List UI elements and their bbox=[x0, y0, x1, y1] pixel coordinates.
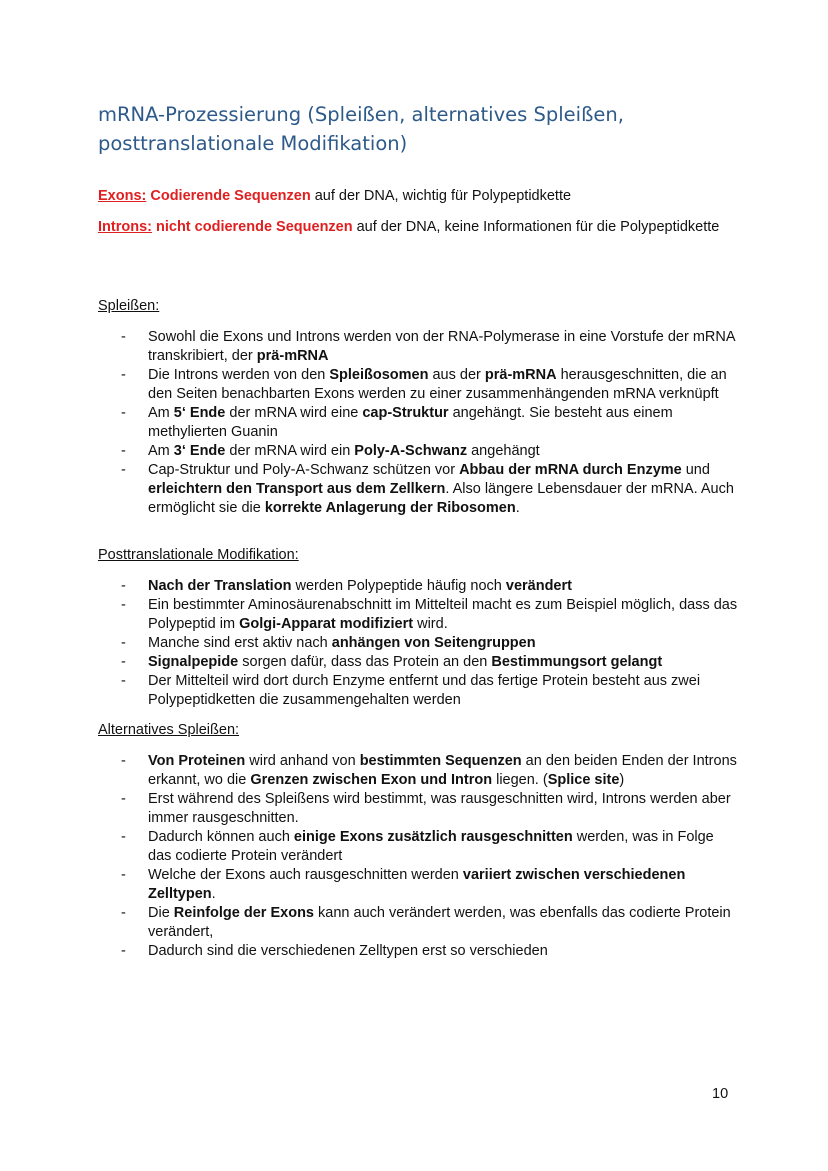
bullet-dash: - bbox=[121, 753, 126, 769]
bold-text: bestimmten Sequenzen bbox=[359, 753, 522, 769]
list-item bbox=[98, 596, 738, 634]
bold-text: 3‘ Ende bbox=[173, 443, 226, 459]
bold-text: anhängen von Seitengruppen bbox=[331, 635, 536, 651]
bullet-dash: - bbox=[121, 673, 126, 689]
section-list-posttranslationale-modifikation bbox=[98, 577, 738, 710]
exons-label: Exons: bbox=[98, 188, 147, 204]
list-item bbox=[98, 328, 738, 366]
text: . Also längere Lebensdauer der mRNA. Auch ermöglicht sie die bbox=[148, 481, 734, 516]
section-heading-spleissen: Spleißen: bbox=[98, 298, 160, 314]
bullet-dash: - bbox=[121, 578, 126, 594]
bullet-dash: - bbox=[121, 405, 126, 421]
bold-text: Signalpepide bbox=[148, 654, 239, 670]
bold-text: Von Proteinen bbox=[148, 753, 246, 769]
exons-rest: auf der DNA, wichtig für Polypeptidkette bbox=[310, 188, 572, 204]
list-item bbox=[98, 442, 738, 461]
bullet-dash: - bbox=[121, 654, 126, 670]
text: sorgen dafür, dass das Protein an den bbox=[238, 654, 492, 670]
text: Erst während des Spleißens wird bestimmt, was rausgeschnitten wird, Introns werden aber immer rausgeschnitten. bbox=[148, 791, 731, 826]
bold-text: Spleißosomen bbox=[329, 367, 429, 383]
text: herausgeschnitten, die an den Seiten benachbarten Exons werden zu einer zusammenhängenden mRNA verknüpft bbox=[148, 367, 727, 402]
text: Dadurch sind die verschiedenen Zelltypen erst so verschieden bbox=[148, 943, 548, 959]
text: Cap-Struktur und Poly-A-Schwanz schützen vor bbox=[148, 462, 460, 478]
text: wird. bbox=[413, 616, 448, 632]
text: an den beiden Enden der Introns erkannt, wo die bbox=[148, 753, 737, 788]
bullet-dash: - bbox=[121, 329, 126, 345]
bullet-dash: - bbox=[121, 943, 126, 959]
bold-text: einige Exons zusätzlich rausgeschnitten bbox=[293, 829, 573, 845]
bold-text: variiert zwischen verschiedenen Zelltypen bbox=[148, 867, 686, 902]
bullet-dash: - bbox=[121, 635, 126, 651]
list-item bbox=[98, 577, 738, 596]
bold-text: Abbau der mRNA durch Enzyme bbox=[459, 462, 682, 478]
bold-text: Poly-A-Schwanz bbox=[354, 443, 468, 459]
text: Dadurch können auch bbox=[148, 829, 294, 845]
introns-rest: auf der DNA, keine Informationen für die Polypeptidkette bbox=[352, 219, 720, 235]
text: Die bbox=[148, 905, 174, 921]
list-item bbox=[98, 866, 738, 904]
definition-introns bbox=[98, 218, 738, 237]
bullet-dash: - bbox=[121, 462, 126, 478]
list-item bbox=[98, 942, 738, 961]
list-item bbox=[98, 634, 738, 653]
bold-text: prä-mRNA bbox=[256, 348, 329, 364]
list-item bbox=[98, 404, 738, 442]
bullet-dash: - bbox=[121, 367, 126, 383]
bold-text: Splice site bbox=[547, 772, 620, 788]
text: der mRNA wird eine bbox=[225, 405, 363, 421]
text: Welche der Exons auch rausgeschnitten werden bbox=[148, 867, 463, 883]
text: Der Mittelteil wird dort durch Enzyme entfernt und das fertige Protein besteht aus zwei Polypeptidketten die zusammengehalten werden bbox=[148, 673, 701, 708]
page-number: 10 bbox=[712, 1086, 729, 1102]
section-list-spleissen bbox=[98, 328, 738, 518]
text: und bbox=[681, 462, 710, 478]
text: werden, was in Folge das codierte Protein verändert bbox=[148, 829, 714, 864]
bullet-dash: - bbox=[121, 905, 126, 921]
list-item bbox=[98, 653, 738, 672]
bullet-dash: - bbox=[121, 597, 126, 613]
section-list-alternatives-spleissen bbox=[98, 752, 738, 961]
text: angehängt bbox=[467, 443, 540, 459]
bold-text: korrekte Anlagerung der Ribosomen bbox=[264, 500, 516, 516]
list-item bbox=[98, 790, 738, 828]
text: . bbox=[515, 500, 520, 516]
text: werden Polypeptide häufig noch bbox=[291, 578, 506, 594]
bullet-dash: - bbox=[121, 867, 126, 883]
introns-bold: nicht codierende Sequenzen bbox=[156, 219, 353, 235]
text: angehängt. Sie besteht aus einem methylierten Guanin bbox=[148, 405, 673, 440]
bold-text: Grenzen zwischen Exon und Intron bbox=[250, 772, 493, 788]
text: wird anhand von bbox=[245, 753, 360, 769]
bullet-dash: - bbox=[121, 791, 126, 807]
list-item bbox=[98, 828, 738, 866]
text: Am bbox=[148, 405, 174, 421]
text: aus der bbox=[428, 367, 485, 383]
definition-exons bbox=[98, 187, 738, 206]
exons-bold: Codierende Sequenzen bbox=[150, 188, 311, 204]
text: Manche sind erst aktiv nach bbox=[148, 635, 332, 651]
list-item bbox=[98, 752, 738, 790]
list-item bbox=[98, 461, 738, 518]
text: liegen. ( bbox=[492, 772, 548, 788]
text: Sowohl die Exons und Introns werden von der RNA-Polymerase in eine Vorstufe der mRNA transkribiert, der bbox=[148, 329, 735, 364]
text: Die Introns werden von den bbox=[148, 367, 330, 383]
text: Ein bestimmter Aminosäurenabschnitt im Mittelteil macht es zum Beispiel möglich, dass das Polypeptid im bbox=[148, 597, 738, 632]
section-heading-posttranslationale-modifikation: Posttranslationale Modifikation: bbox=[98, 547, 299, 563]
bold-text: Golgi-Apparat modifiziert bbox=[239, 616, 414, 632]
bold-text: erleichtern den Transport aus dem Zellkern bbox=[148, 481, 446, 497]
bold-text: Reinfolge der Exons bbox=[173, 905, 314, 921]
bullet-dash: - bbox=[121, 829, 126, 845]
bold-text: Bestimmungsort gelangt bbox=[491, 654, 663, 670]
introns-label: Introns: bbox=[98, 219, 152, 235]
bold-text: prä-mRNA bbox=[484, 367, 557, 383]
bullet-dash: - bbox=[121, 443, 126, 459]
list-item bbox=[98, 672, 738, 710]
bold-text: Nach der Translation bbox=[148, 578, 292, 594]
text: der mRNA wird ein bbox=[225, 443, 355, 459]
page-title: mRNA-Prozessierung (Spleißen, alternatives Spleißen, posttranslationale Modifikation) bbox=[98, 103, 624, 155]
text: Am bbox=[148, 443, 174, 459]
section-heading-alternatives-spleissen: Alternatives Spleißen: bbox=[98, 722, 240, 738]
text: kann auch verändert werden, was ebenfalls das codierte Protein verändert, bbox=[148, 905, 731, 940]
list-item bbox=[98, 366, 738, 404]
bold-text: 5‘ Ende bbox=[173, 405, 226, 421]
bold-text: verändert bbox=[505, 578, 572, 594]
list-item bbox=[98, 904, 738, 942]
text: . bbox=[211, 886, 216, 902]
bold-text: cap-Struktur bbox=[362, 405, 449, 421]
text: ) bbox=[619, 772, 625, 788]
